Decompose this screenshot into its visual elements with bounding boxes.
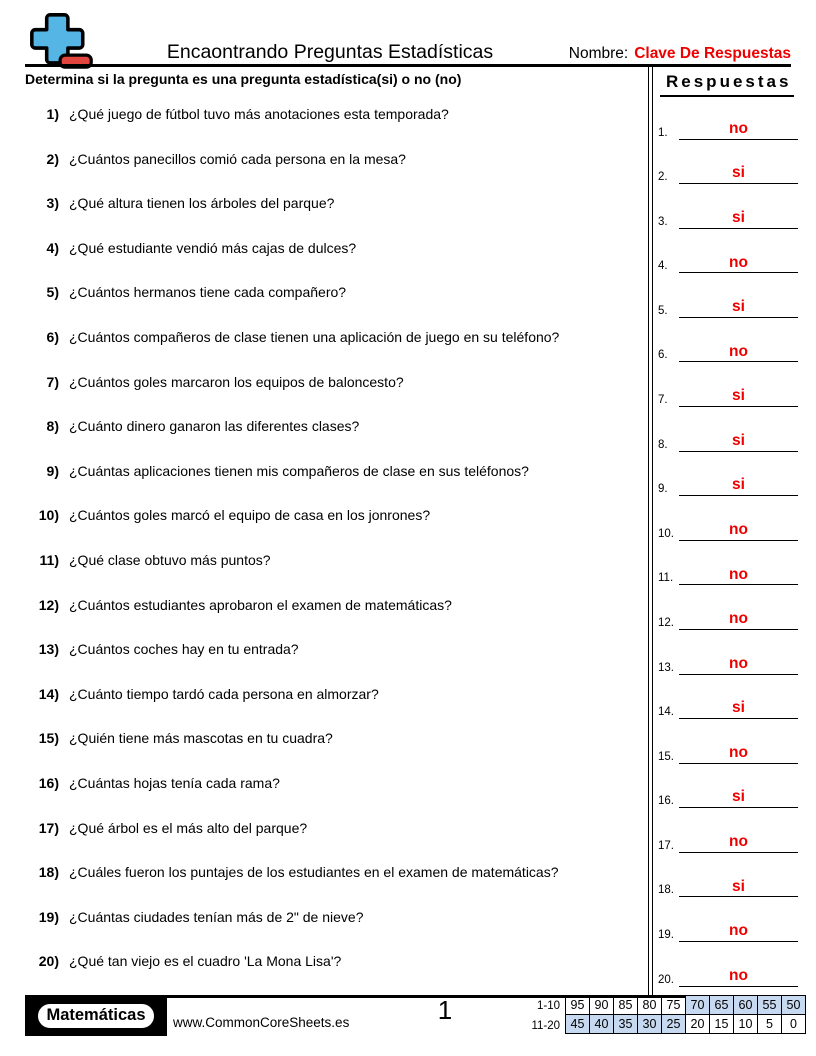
score-table bbox=[565, 995, 806, 1034]
question-row bbox=[25, 372, 643, 417]
questions-list bbox=[25, 104, 643, 996]
answer-number: 8. bbox=[658, 438, 668, 451]
page-number: 1 bbox=[437, 995, 453, 1025]
question-text: ¿Cuánto dinero ganaron las diferentes clases? bbox=[69, 418, 360, 435]
question-number: 10) bbox=[38, 507, 59, 524]
score-cell: 70 bbox=[686, 996, 710, 1015]
question-text: ¿Cuántos goles marcaron los equipos de baloncesto? bbox=[69, 373, 404, 390]
question-number: 15) bbox=[38, 730, 59, 747]
score-cell: 15 bbox=[710, 1015, 734, 1034]
score-cell: 45 bbox=[566, 1015, 590, 1034]
answer-blank: no bbox=[679, 566, 798, 586]
score-cell: 50 bbox=[782, 996, 806, 1015]
question-row bbox=[25, 818, 643, 863]
answer-row bbox=[658, 630, 798, 675]
answer-blank: no bbox=[679, 610, 798, 630]
answer-blank: si bbox=[679, 298, 798, 318]
question-row bbox=[25, 639, 643, 684]
answer-number: 19. bbox=[658, 928, 674, 941]
answers-column bbox=[658, 72, 798, 986]
score-row-labels bbox=[495, 996, 560, 1037]
score-cell: 0 bbox=[782, 1015, 806, 1034]
answer-blank: no bbox=[679, 922, 798, 942]
question-text: ¿Cuánto tiempo tardó cada persona en almorzar? bbox=[69, 685, 379, 702]
question-number: 1) bbox=[46, 106, 59, 122]
answer-number: 1. bbox=[658, 126, 668, 139]
brand-logo bbox=[25, 996, 167, 1036]
answer-blank: si bbox=[679, 878, 798, 898]
answer-row bbox=[658, 362, 798, 407]
question-text: ¿Cuáles fueron los puntajes de los estudiantes en el examen de matemáticas? bbox=[69, 864, 559, 881]
answer-number: 17. bbox=[658, 839, 674, 852]
instruction-text: Determina si la pregunta es una pregunta estadística(si) o no (no) bbox=[25, 71, 462, 87]
question-row bbox=[25, 550, 643, 595]
answer-number: 12. bbox=[658, 616, 674, 629]
question-number: 19) bbox=[38, 908, 59, 925]
question-row bbox=[25, 104, 643, 149]
question-text: ¿Qué estudiante vendió más cajas de dulces? bbox=[69, 239, 357, 256]
question-row bbox=[25, 684, 643, 729]
question-text: ¿Qué tan viejo es el cuadro 'La Mona Lisa'? bbox=[69, 953, 342, 970]
score-row-label: 11-20 bbox=[531, 1020, 560, 1033]
answer-row bbox=[658, 407, 798, 452]
question-row bbox=[25, 461, 643, 506]
answer-number: 16. bbox=[658, 795, 674, 808]
question-number: 12) bbox=[38, 596, 59, 613]
answer-number: 4. bbox=[658, 260, 668, 273]
question-text: ¿Quién tiene más mascotas en tu cuadra? bbox=[69, 730, 333, 747]
question-row bbox=[25, 907, 643, 952]
question-text: ¿Qué clase obtuvo más puntos? bbox=[69, 551, 271, 568]
score-cell: 95 bbox=[566, 996, 590, 1015]
answer-blank: si bbox=[679, 476, 798, 496]
score-cell: 30 bbox=[638, 1015, 662, 1034]
question-row bbox=[25, 193, 643, 238]
score-cell: 5 bbox=[758, 1015, 782, 1034]
answers-divider bbox=[648, 67, 653, 995]
answer-row bbox=[658, 808, 798, 853]
answer-number: 9. bbox=[658, 483, 668, 496]
question-row bbox=[25, 149, 643, 194]
answers-list bbox=[658, 95, 798, 987]
answer-blank: no bbox=[679, 343, 798, 363]
question-text: ¿Cuántos compañeros de clase tienen una aplicación de juego en su teléfono? bbox=[69, 328, 560, 345]
name-label: Nombre: bbox=[568, 45, 629, 62]
question-row bbox=[25, 238, 643, 283]
question-number: 8) bbox=[46, 418, 59, 435]
answer-row bbox=[658, 229, 798, 274]
score-cell: 60 bbox=[734, 996, 758, 1015]
answer-number: 20. bbox=[658, 973, 674, 986]
answer-row bbox=[658, 853, 798, 898]
answer-row bbox=[658, 273, 798, 318]
answers-title: Respuestas bbox=[660, 72, 794, 97]
answer-number: 5. bbox=[658, 304, 668, 317]
answer-key-label: Clave De Respuestas bbox=[634, 45, 791, 62]
question-text: ¿Cuántos coches hay en tu entrada? bbox=[69, 641, 299, 658]
answer-row bbox=[658, 140, 798, 185]
answer-blank: no bbox=[679, 120, 798, 140]
question-row bbox=[25, 862, 643, 907]
answer-number: 14. bbox=[658, 706, 674, 719]
answer-blank: no bbox=[679, 967, 798, 987]
answer-number: 6. bbox=[658, 349, 668, 362]
score-row-label: 1-10 bbox=[536, 1000, 560, 1012]
answer-blank: si bbox=[679, 699, 798, 719]
question-text: ¿Cuántas ciudades tenían más de 2" de nieve? bbox=[69, 908, 364, 925]
answer-blank: si bbox=[679, 164, 798, 184]
question-number: 16) bbox=[38, 774, 59, 791]
answer-number: 2. bbox=[658, 171, 668, 184]
score-cell: 90 bbox=[590, 996, 614, 1015]
question-text: ¿Qué altura tienen los árboles del parque? bbox=[69, 195, 335, 212]
answer-blank: no bbox=[679, 521, 798, 541]
question-text: ¿Qué juego de fútbol tuvo más anotaciones esta temporada? bbox=[69, 106, 449, 122]
question-text: ¿Cuántos panecillos comió cada persona en la mesa? bbox=[69, 150, 406, 167]
score-cell: 35 bbox=[614, 1015, 638, 1034]
question-row bbox=[25, 728, 643, 773]
name-row bbox=[569, 45, 791, 63]
question-row bbox=[25, 505, 643, 550]
answer-number: 10. bbox=[658, 527, 674, 540]
question-text: ¿Cuántos goles marcó el equipo de casa en los jonrones? bbox=[69, 507, 431, 524]
answer-number: 3. bbox=[658, 215, 668, 228]
question-number: 7) bbox=[46, 373, 59, 390]
answer-blank: no bbox=[679, 254, 798, 274]
question-number: 3) bbox=[46, 195, 59, 212]
question-row bbox=[25, 282, 643, 327]
answer-row bbox=[658, 719, 798, 764]
score-cell: 20 bbox=[686, 1015, 710, 1034]
question-number: 2) bbox=[46, 150, 59, 167]
score-cell: 40 bbox=[590, 1015, 614, 1034]
header-divider bbox=[25, 64, 791, 67]
score-cell: 65 bbox=[710, 996, 734, 1015]
answer-row bbox=[658, 585, 798, 630]
answer-blank: si bbox=[679, 788, 798, 808]
answer-blank: si bbox=[679, 209, 798, 229]
question-text: ¿Cuántas hojas tenía cada rama? bbox=[69, 774, 280, 791]
answer-row bbox=[658, 764, 798, 809]
answer-number: 7. bbox=[658, 394, 668, 407]
question-row bbox=[25, 595, 643, 640]
question-number: 17) bbox=[38, 819, 59, 836]
answer-row bbox=[658, 318, 798, 363]
answer-blank: no bbox=[679, 655, 798, 675]
answer-row bbox=[658, 675, 798, 720]
answer-number: 11. bbox=[658, 572, 674, 585]
answer-blank: no bbox=[679, 833, 798, 853]
question-number: 14) bbox=[38, 685, 59, 702]
brand-label: Matemáticas bbox=[36, 1002, 155, 1030]
question-number: 9) bbox=[46, 462, 59, 479]
answer-row bbox=[658, 452, 798, 497]
question-number: 11) bbox=[39, 551, 59, 568]
question-row bbox=[25, 951, 643, 996]
question-row bbox=[25, 416, 643, 461]
question-text: ¿Qué árbol es el más alto del parque? bbox=[69, 819, 308, 836]
answer-number: 15. bbox=[658, 750, 674, 763]
answer-row bbox=[658, 897, 798, 942]
score-cell: 85 bbox=[614, 996, 638, 1015]
answer-blank: si bbox=[679, 432, 798, 452]
question-number: 6) bbox=[46, 328, 59, 345]
score-cell: 75 bbox=[662, 996, 686, 1015]
answer-blank: no bbox=[679, 744, 798, 764]
score-cell: 10 bbox=[734, 1015, 758, 1034]
answer-row bbox=[658, 942, 798, 987]
answer-row bbox=[658, 184, 798, 229]
answer-row bbox=[658, 541, 798, 586]
score-cell: 55 bbox=[758, 996, 782, 1015]
question-number: 13) bbox=[38, 641, 59, 658]
answer-row bbox=[658, 95, 798, 140]
question-number: 5) bbox=[46, 284, 59, 301]
question-number: 18) bbox=[38, 864, 59, 881]
question-row bbox=[25, 327, 643, 372]
answer-row bbox=[658, 496, 798, 541]
answer-number: 13. bbox=[658, 661, 674, 674]
question-number: 4) bbox=[46, 239, 59, 256]
score-cell: 25 bbox=[662, 1015, 686, 1034]
question-row bbox=[25, 773, 643, 818]
question-text: ¿Cuántos estudiantes aprobaron el examen de matemáticas? bbox=[69, 596, 452, 613]
answer-blank: si bbox=[679, 387, 798, 407]
question-number: 20) bbox=[38, 953, 59, 970]
page-title: Encaontrando Preguntas Estadísticas bbox=[166, 41, 494, 63]
question-text: ¿Cuántos hermanos tiene cada compañero? bbox=[69, 284, 347, 301]
answer-number: 18. bbox=[658, 884, 674, 897]
score-cell: 80 bbox=[638, 996, 662, 1015]
website-url: www.CommonCoreSheets.es bbox=[173, 1015, 350, 1030]
question-text: ¿Cuántas aplicaciones tienen mis compañeros de clase en sus teléfonos? bbox=[69, 462, 529, 479]
